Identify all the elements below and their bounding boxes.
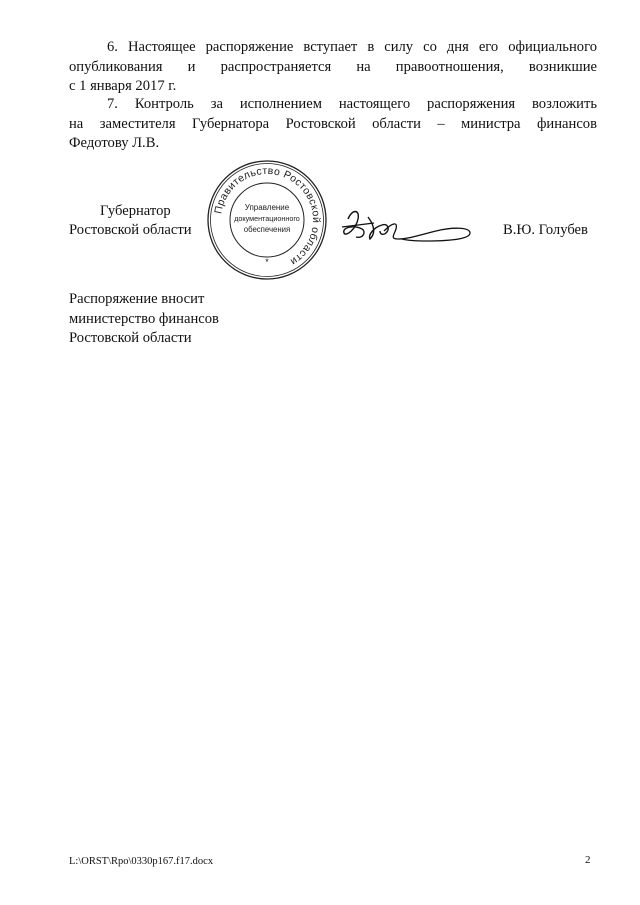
footer-file-path: L:\ORST\Rpo\0330p167.f17.docx [69, 856, 214, 867]
signatory-name: В.Ю. Голубев [503, 222, 588, 238]
seal-center-line-1: Управление [244, 203, 290, 212]
svg-text:*: * [265, 257, 269, 267]
signatory-title-line-1: Губернатор [100, 203, 171, 219]
paragraph-6 [69, 38, 597, 97]
paragraph-6-line-3: с 1 января 2017 г. [69, 78, 177, 94]
official-seal-stamp [205, 158, 329, 282]
paragraph-7-line-2: на заместителя Губернатора Ростовской области – министра финансов [69, 115, 597, 132]
page-number: 2 [585, 854, 591, 866]
submitter-line-2: министерство финансов [69, 310, 219, 327]
submitter-block [69, 290, 219, 349]
paragraph-6-line-1: 6. Настоящее распоряжение вступает в силу со дня его официального [107, 39, 597, 55]
submitter-line-3: Ростовской области [69, 330, 192, 346]
seal-ring-text: Правительство Ростовской области [212, 164, 323, 268]
paragraph-6-line-2: опубликования и распространяется на правоотношения, возникшие [69, 58, 597, 75]
submitter-line-1: Распоряжение вносит [69, 291, 205, 307]
handwritten-signature [340, 205, 475, 250]
seal-center-line-2: документационного [234, 214, 300, 223]
paragraph-7-line-1: 7. Контроль за исполнением настоящего распоряжения возложить [107, 96, 597, 112]
signatory-title-line-2: Ростовской области [69, 222, 192, 238]
paragraph-7-line-3: Федотову Л.В. [69, 135, 160, 151]
paragraph-7 [69, 95, 597, 154]
seal-center-line-3: обеспечения [243, 225, 291, 234]
